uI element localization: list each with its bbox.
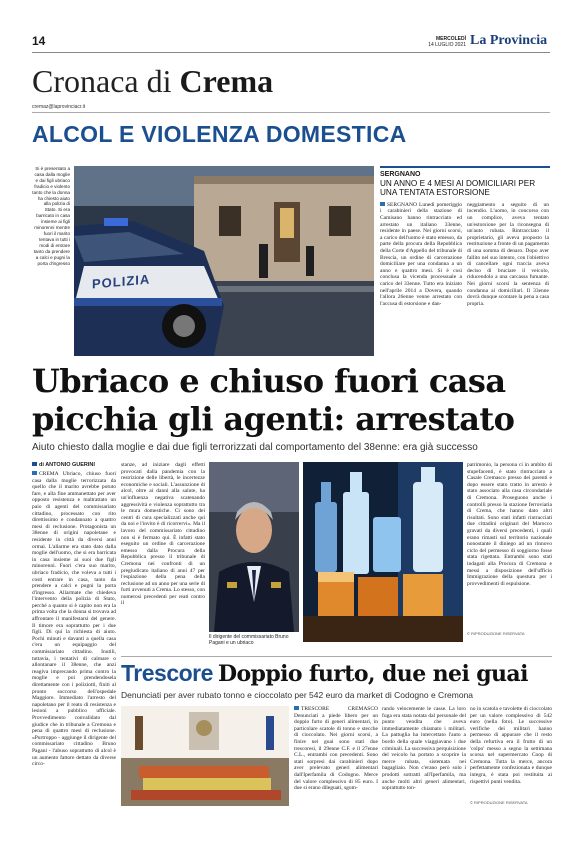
police-car-illustration (74, 166, 374, 356)
second-story-col-1 (294, 706, 378, 806)
top-photo-caption: Si è presentato a casa dalla moglie e dai figli ubriaco fradicio e violento tanto che la donna ha chiesto aiuto alla polizia di Stato. Si era barricato in casa insieme ai figli minorenni mentre fuori il marito tentava in tutti i modi di entrare tanto da prendere a calci e pugni la porta d'ingresso (32, 166, 70, 266)
sidebar-text-2: neggiamento a seguito di un incendio. L'uomo, in concorso con un complice, aveva tentato un'estorsione per la riconsegna di un'auto rubata. Rintracciato il proprietario, gli aveva proposto la restituzione a fronte di un pagamento di una somma di denaro. Dopo aver fallito nel suo intento, con l'obiettivo di cancellare ogni traccia aveva deciso di bruciare il veicolo, riducendolo a una carcassa fumante. Nei giorni scorsi la sentenza di condanna ai domiciliari. Il 33enne dovrà dunque scontare la pena a casa propria. (467, 201, 549, 307)
officer-portrait-illustration (209, 462, 299, 632)
stolen-goods-illustration (121, 706, 289, 806)
page-number: 14 (32, 34, 46, 48)
sidebar-title: UN ANNO E 4 MESI AI DOMICILIARI PER UNA TENTATA ESTORSIONE (380, 179, 536, 198)
second-story-headline (121, 660, 528, 687)
top-story-subhead: Aiuto chiesto dalla moglie e dai due figli terrorizzati dal comportamento del 38enne: era già successo (32, 442, 478, 453)
second-col-3-text: no in scatola e tavolette di cioccolato per un valore complessivo di 542 euro (nella foto). Le successive verifiche dei militari hanno permesso di appurare che il resto della refurtiva era il frutto di un 'colpo' messo a segno la settimana scorsa nel supermercato Coop di Cremona. Tutta la merce, ancora perfettamente confezionata e dunque integra, è stata poi restituita ai rispettivi punti vendita. (470, 706, 552, 785)
sidebar-text-1: SERGNANO Lunedì pomeriggio i carabinieri della stazione di Camisano hanno rintracciato ed arrestato un italiano 33enne, residente in paese. Nei giorni scorsi, a carico dell'uomo è stato emesso, da parte della procura della Repubblica della Corte d'Appello del tribunale di Brescia, un ordine di carcerazione domiciliare per una condanna a un anno e quattro mesi. Si è così conclusa la vicenda processuale a carico del 33enne. Tutto era iniziato nell'aprile 2014 a Dovera, quando l'allora 26enne venne arrestato con l'accusa di estorsione e dan- (380, 201, 462, 307)
sidebar-box (380, 166, 550, 356)
police-label: POLIZIA (92, 271, 151, 292)
section-name: Crema (179, 63, 274, 99)
second-col-1-text: TRESCORE CREMASCO Denunciati a piede libero per un doppio furto di generi alimentari, in particolare scatole di tonno e stecche di cioccolato. Nei giorni scorsi, a finire nei guai sono stati due trescoresi, il 29enne C.F. e il 27enne C.L., entrambi con precedenti. Sono stati sorpresi dai carabinieri dopo aver prelevato generi alimentari dall'Iperfamila di Codogno. Merce del valore complessivo di 85 euro. I due si erano dileguati, sgom- (294, 706, 378, 792)
sidebar-place: SERGNANO (380, 171, 421, 178)
second-story-title: Doppio furto, due nei guai (218, 661, 528, 687)
masthead-date-text: 14 LUGLIO 2021 (428, 42, 466, 48)
alcohol-photo (303, 462, 463, 642)
portrait-caption: Il dirigente del commissariato Bruno Pagani e un ubriaco (209, 634, 289, 646)
section-marker-icon (294, 706, 299, 710)
second-story-col-2 (382, 706, 466, 806)
headline-line-1: Ubriaco e chiuso fuori casa (32, 362, 506, 400)
second-story-rule (121, 656, 552, 657)
masthead-day: MERCOLEDÌ (436, 36, 466, 42)
top-story-col-2 (121, 462, 205, 658)
police-car-photo (74, 166, 374, 356)
second-story-subhead: Denunciati per aver rubato tonno e cioccolato per 542 euro da market di Codogno e Cremona (121, 690, 474, 700)
second-col-2-text: rando velocemente le casse. La loro fuga era stata notata dal personale del punto vendita che aveva immediatamente chiamato i militari. La pattuglia ha intercettato l'auto a bordo della quale viaggiavano i due criminali. La successiva perquisizione del veicolo ha portato a scoprire la merce rubata, sistemata nei bagagliaio. Non c'erano però solo i prodotti sottratti all'Iperfamila, ma anche molti altri generi alimentari, soprattutto ton- (382, 706, 466, 792)
masthead-date (412, 36, 466, 48)
top-col-1-text: CREMA Ubriaco, chiuso fuori casa dalla moglie terrorizzata da quello che il marito avrebbe potuto fare, e alla fine ammanettato per aver opposto resistenza e maltrattato un paio di agenti del commissariato cittadino, processato con rito direttissimo e condannato a quattro mesi di reclusione. Protagonista un 38enne di origini napoletane e residente in città da diversi anni ormai. L'allarme era stato dato dalla moglie dell'uomo, che si era barricata in casa insieme ai suoi due figli minorenni. Fuori c'era suo marito, ubriaco fradicio, che voleva a tutti i costi entrare in casa, tanto da prendere a calci e pugni la porta d'ingresso. Allarmate che chiedeva l'intervento della polizia di Stato, perché a quanto si è capito non era la prima volta che la donna si trovava ad affrontare il manifestarsi del genere. Il timore era soprattutto per i due figli. Di qui la richiesta di aiuto. Pochi minuti e davanti a quella casa c'era un equipaggio del commissariato cittadino. Inutili, tuttavia, i tentativi di calmare o allontanare il 38enne, che anzi reagiva imprecando prima contro la moglie e poi prendendosela direttamente con i poliziotti, finiti al pronto soccorso dell'ospedale Maggiore. Immediato l'arresto del napoletano per il reato di resistenza e lesioni a pubblico ufficiale. Provvedimento convalidato dal giudice che in tribunale a Cremona e pena di quattro mesi di reclusione. «Purtroppo - aggiunge il dirigente del commissariato cittadino Bruno Pagani - l'abuso soprattutto di alcol è un aumento fattore dettato da diverse circo- (32, 471, 116, 768)
headline-line-2: picchia gli agenti: arrestato (32, 400, 515, 438)
top-story-headline (32, 362, 552, 438)
second-story-col-3 (470, 706, 552, 798)
section-email: cremaz@laprovinciacr.it (32, 104, 86, 110)
byline-marker-icon (32, 462, 37, 466)
top-col-2-text: stanze, ad iniziare dagli effetti provocati dalla pandemia con la restrizione delle libertà, le incertezze economiche e sociali. L'assunzione di alcol, oltre ai danni alla salute, ha un'influenza negativa scatenando aggressività e violenza soprattutto tra le mura domestiche. Ci sono dei centri di cura specializzati anche qui da noi e l'invito è di ricorrervi». Ma il lavoro del commissariato cittadino non si è fermato qui. È infatti stato eseguito un ordine di carcerazione emesso dalla Procura della Repubblica presso il tribunale di Cremona nei confronti di un pregiudicato italiano di anni 47 per l'espiazione della pena della reclusione ad un anno per una serie di furti avvenuti a Crema. Lo stesso, con numerosi precedenti per reati contro il (121, 462, 205, 607)
top-story-col-1 (32, 471, 116, 806)
section-prefix: Cronaca di (32, 63, 172, 99)
masthead-brand: La Provincia (470, 33, 548, 48)
top-col-4-text: patrimonio, la persona ci in ambito di stupefacenti, è stato rintracciato a Casale Cremasco presso dei parenti e dopo essere stato tratto in arresto è stato associato alla casa circondariale di Cremona. Proseguono anche i controlli presso la stazione ferroviaria di Crema, che hanno dato altri risultati. Sono stati infatti rintracciati due cittadini originari del Marocco gravati da diversi precedenti, i quali erano rimasti sul territorio nazionale nonostante il diniego ad un rinnovo ciclo del permesso di soggiorno fosse stata rigettata. Entrambi sono stati indagati alla Procura di Cremona e messi a disposizione dell'ufficio Immigrazione della questura per i provvedimenti di espulsione. (467, 462, 552, 587)
sidebar-col-1 (380, 202, 462, 340)
masthead-rule (32, 52, 550, 53)
alcohol-bottles-illustration (303, 462, 463, 642)
section-marker-icon (380, 202, 385, 206)
stolen-goods-photo (121, 706, 289, 806)
section-marker-icon (32, 471, 37, 475)
byline-text: di ANTONIO GUERINI (39, 462, 95, 468)
byline (32, 462, 95, 468)
top-copyright: © RIPRODUZIONE RISERVATA (467, 631, 525, 636)
portrait-photo (209, 462, 299, 632)
second-story-place: Trescore (121, 660, 213, 686)
top-story-col-4 (467, 462, 552, 630)
second-copyright: © RIPRODUZIONE RISERVATA (470, 800, 528, 805)
sidebar-col-2 (467, 202, 549, 340)
section-title (32, 64, 273, 98)
section-rule (32, 112, 550, 113)
top-story-kicker: ALCOL E VIOLENZA DOMESTICA (32, 121, 407, 147)
